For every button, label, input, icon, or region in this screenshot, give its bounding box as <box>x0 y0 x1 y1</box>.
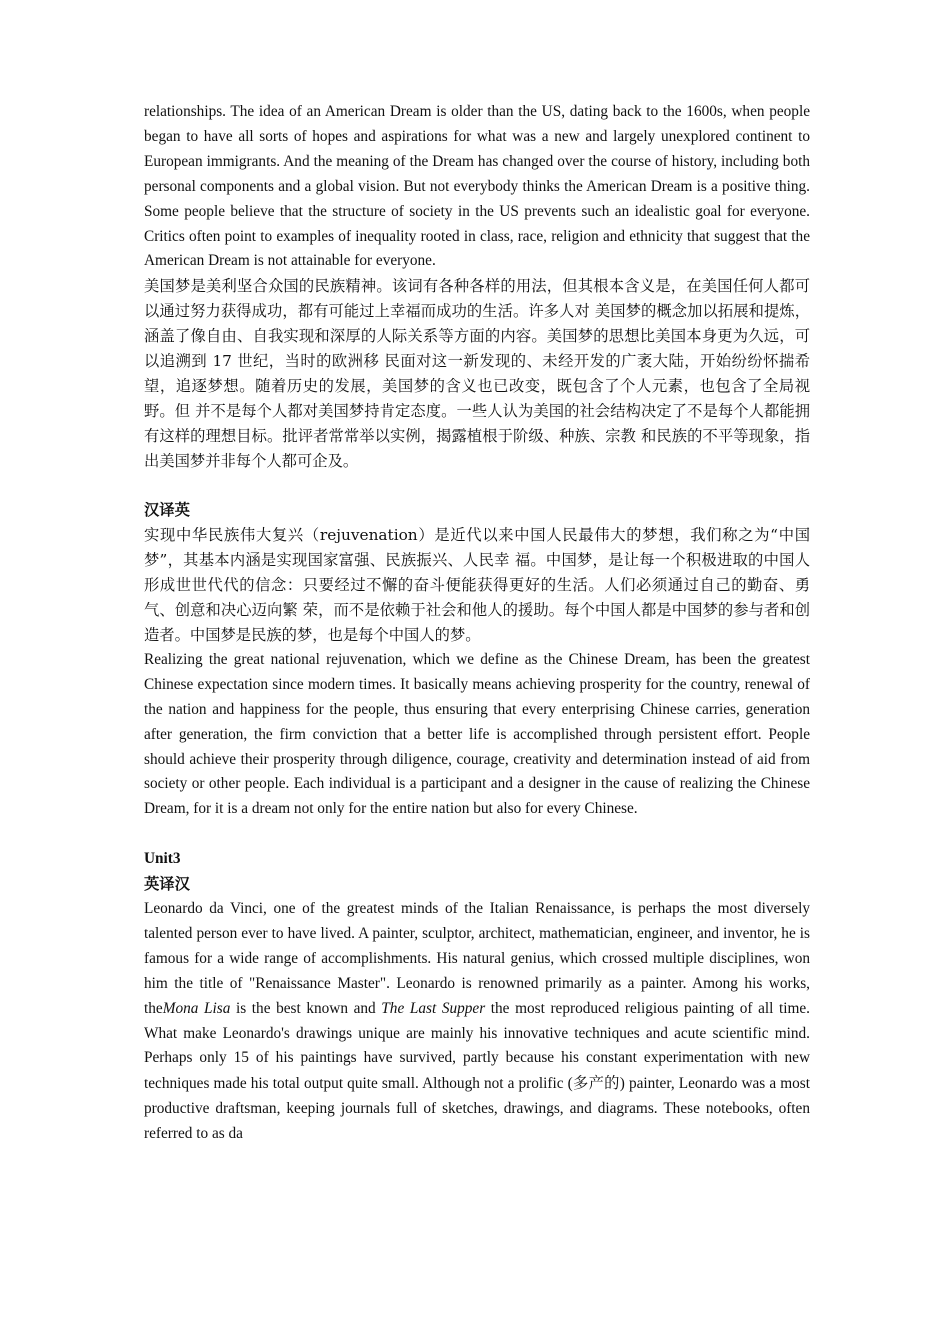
prolific-gloss: 多产的 <box>572 1074 620 1093</box>
section-heading-english-to-chinese: 英译汉 <box>144 875 190 894</box>
chinese-dream-english-paragraph: Realizing the great national rejuvenation, which we define as the Chinese Dream, has been the greatest Chinese expectation since modern times. It basically means achieving prosperity for the country, renewal of the nation and happiness for the people, thus ensuring that every enterprising Chinese carries, generation after generation, the firm conviction that a better life is accomplished through persistent effort. People should achieve their prosperity through diligence, courage, creativity and determination instead of aid from society or other people. Each individual is a participant and a designer in the cause of realizing the Chinese Dream, for it is a dream not only for the entire nation but also for every Chinese. <box>144 650 810 818</box>
leonardo-paragraph <box>144 897 810 1147</box>
spacer <box>144 474 810 499</box>
last-supper-title: The Last Supper <box>381 999 486 1017</box>
leonardo-text-1: Leonardo da Vinci, one of the greatest minds of the Italian Renaissance, is perhaps the most diversely talented person ever to have lived. A painter, sculptor, architect, mathematician, engineer, and inventor, he is famous for a wide range of accomplishments. His natural genius, which crossed multiple disciplines, won him the title of "Renaissance Master". Leonardo is renowned primarily as a painter. Among his works, the <box>144 899 810 1017</box>
document-page <box>144 100 810 1147</box>
leonardo-text-3: the most reproduced religious painting of all time. What make Leonardo's drawings unique are mainly his innovative techniques and acute scientific mind. Perhaps only 15 of his paintings have survived, partly because his constant experimentation with new techniques made his total output quite small. Although not a prolific ( <box>144 999 810 1093</box>
american-dream-chinese-paragraph: 美国梦是美利坚合众国的民族精神。该词有各种各样的用法，但其根本含义是，在美国任何人都可以通过努力获得成功，都有可能过上幸福而成功的生活。许多人对 美国梦的概念加以拓展和提炼，涵盖了像自由、自我实现和深厚的人际关系等方面的内容。美国梦的思想比美国本身更为久远，可以追溯到 17 世纪，当时的欧洲移 民面对这一新发现的、未经开发的广袤大陆，开始纷纷怀揣希望，追逐梦想。随着历史的发展，美国梦的含义也已改变，既包含了个人元素，也包含了全局视野。但 并不是每个人都对美国梦持肯定态度。一些人认为美国的社会结构决定了不是每个人都能拥有这样的理想目标。批评者常常举以实例，揭露植根于阶级、种族、宗教 和民族的不平等现象，指出美国梦并非每个人都可企及。 <box>144 277 810 470</box>
chinese-dream-chinese-paragraph: 实现中华民族伟大复兴（rejuvenation）是近代以来中国人民最伟大的梦想，我们称之为“中国梦”，其基本内涵是实现国家富强、民族振兴、人民幸 福。中国梦，是让每一个积极进取的中国人形成世世代代的信念：只要经过不懈的奋斗便能获得更好的生活。人们必须通过自己的勤奋、勇气、创意和决心迈向繁 荣，而不是依赖于社会和他人的援助。每个中国人都是中国梦的参与者和创造者。中国梦是民族的梦，也是每个中国人的梦。 <box>144 526 810 645</box>
leonardo-text-4: ) painter, Leonardo was a most productive draftsman, keeping journals full of sketches, drawings, and diagrams. These notebooks, often referred to as da <box>144 1075 810 1143</box>
section-heading-chinese-to-english: 汉译英 <box>144 501 190 520</box>
american-dream-english-paragraph: relationships. The idea of an American Dream is older than the US, dating back to the 1600s, when people began to have all sorts of hopes and aspirations for what was a new and largely unexplored continent to European immigrants. And the meaning of the Dream has changed over the course of history, including both personal components and a global vision. But not everybody thinks the American Dream is a positive thing. Some people believe that the structure of society in the US prevents such an idealistic goal for everyone. Critics often point to examples of inequality rooted in class, race, religion and ethnicity that suggest that the American Dream is not attainable for everyone. <box>144 103 810 270</box>
spacer <box>144 822 810 847</box>
leonardo-text-2: is the best known and <box>230 999 382 1017</box>
mona-lisa-title: Mona Lisa <box>162 999 231 1017</box>
unit-heading: Unit3 <box>144 850 181 868</box>
